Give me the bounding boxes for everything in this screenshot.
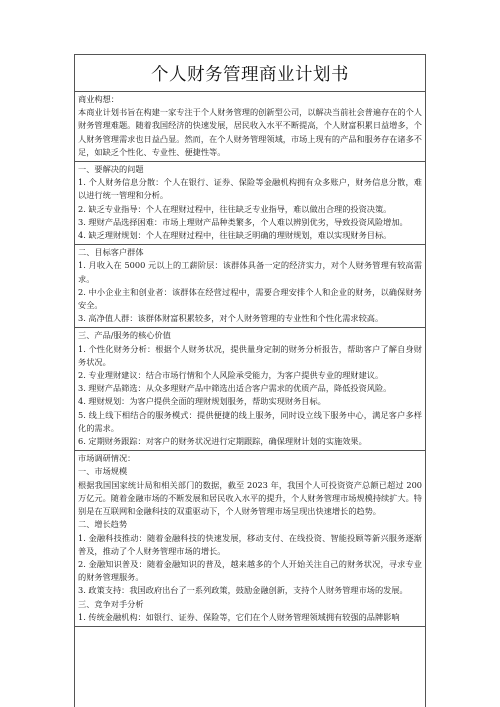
list-item: 6. 定期财务跟踪：对客户的财务状况进行定期跟踪，确保理财计划的实施效果。	[78, 436, 367, 447]
list-item: 3. 理财产品筛选：从众多理财产品中筛选出适合客户需求的优质产品，降低投资风险。	[78, 383, 392, 394]
list-item: 3. 政策支持：我国政府出台了一系列政策，鼓励金融创新，支持个人财务管理市场的发展。	[78, 585, 408, 596]
text-line: 商业构想：	[78, 94, 119, 104]
section-heading: 三、产品/服务的核心价值	[78, 330, 171, 341]
list-item: 3. 高净值人群：该群体财富积累较多，对个人财务管理的专业性和个性化需求较高。	[78, 313, 384, 324]
section-market-research	[75, 451, 425, 627]
text-line: 根据我国国家统计局和相关部门的数据，截至 2023 年，我国个人可投资资产总额已超过 200 万亿元。随着金融市场的不断发展和居民收入水平的提升，个人财务管理市场规模持续扩大。特别是在互联网和金融科技的双重驱动下，个人财务管理市场呈现出快速增长的趋势。	[78, 479, 422, 517]
list-item: 1. 个性化财务分析：根据个人财务状况，提供量身定制的财务分析报告，帮助客户了解自身财务状况。	[78, 343, 422, 367]
list-item: 5. 线上线下相结合的服务模式：提供便捷的线上服务，同时设立线下服务中心，满足客户多样化的需求。	[78, 409, 422, 433]
list-item: 2. 中小企业主和创业者：该群体在经营过程中，需要合理安排个人和企业的财务，以确保财务安全。	[78, 286, 422, 311]
business-plan-table	[74, 54, 426, 707]
list-item: 1. 月收入在 5000 元以上的工薪阶层：该群体具备一定的经济实力，对个人财务管理有较高需求。	[78, 260, 422, 284]
list-item: 4. 理财规划：为客户提供全面的理财规划服务，帮助实现财务目标。	[78, 396, 326, 407]
list-item: 1. 传统金融机构：如银行、证券、保险等，它们在个人财务管理领域拥有较强的品牌影响	[78, 611, 400, 622]
list-item: 2. 专业理财建议：结合市场行情和个人风险承受能力，为客户提供专业的理财建议。	[78, 370, 384, 381]
text-line: 本商业计划书旨在构建一家专注于个人财务管理的创新型公司，以解决当前社会普遍存在的个人财务管理难题。随着我国经济的快速发展，居民收入水平不断提高，个人财富积累日益增多，个人财务管理需求也日益凸显。然而，在个人财务管理领域，市场上现有的产品和服务存在诸多不足，如缺乏个性化、专业性、便捷性等。	[78, 107, 422, 157]
section-heading: 二、目标客户群体	[78, 247, 144, 258]
subsection-heading: 一、市场规模	[78, 466, 128, 477]
list-item: 1. 个人财务信息分散：个人在银行、证券、保险等金融机构拥有众多账户，财务信息分散，难以进行统一管理和分析。	[78, 177, 422, 201]
section-business-idea	[75, 92, 425, 162]
section-heading: 市场调研情况：	[78, 453, 136, 464]
section-heading: 一、要解决的问题	[78, 164, 144, 175]
section-problems	[75, 162, 425, 245]
list-item: 2. 缺乏专业指导：个人在理财过程中，往往缺乏专业指导，难以做出合理的投资决策。	[78, 203, 392, 214]
subsection-heading: 二、增长趋势	[78, 519, 128, 530]
page-title: 个人财务管理商业计划书	[151, 64, 349, 85]
subsection-heading: 三、竞争对手分析	[78, 598, 144, 609]
list-item: 3. 理财产品选择困难：市场上理财产品种类繁多，个人难以辨别优劣，导致投资风险增加。	[78, 216, 408, 227]
title-row	[75, 55, 425, 92]
section-target-customers	[75, 245, 425, 328]
section-core-value	[75, 328, 425, 451]
list-item: 4. 缺乏理财规划：个人在理财过程中，往往缺乏明确的理财规划，难以实现财务目标。	[78, 230, 392, 241]
list-item: 2. 金融知识普及：随着金融知识的普及，越来越多的个人开始关注自己的财务状况，寻求专业的财务管理服务。	[78, 558, 422, 583]
list-item: 1. 金融科技推动：随着金融科技的快速发展，移动支付、在线投资、智能投顾等新兴服务逐渐普及，推动了个人财务管理市场的增长。	[78, 532, 422, 556]
